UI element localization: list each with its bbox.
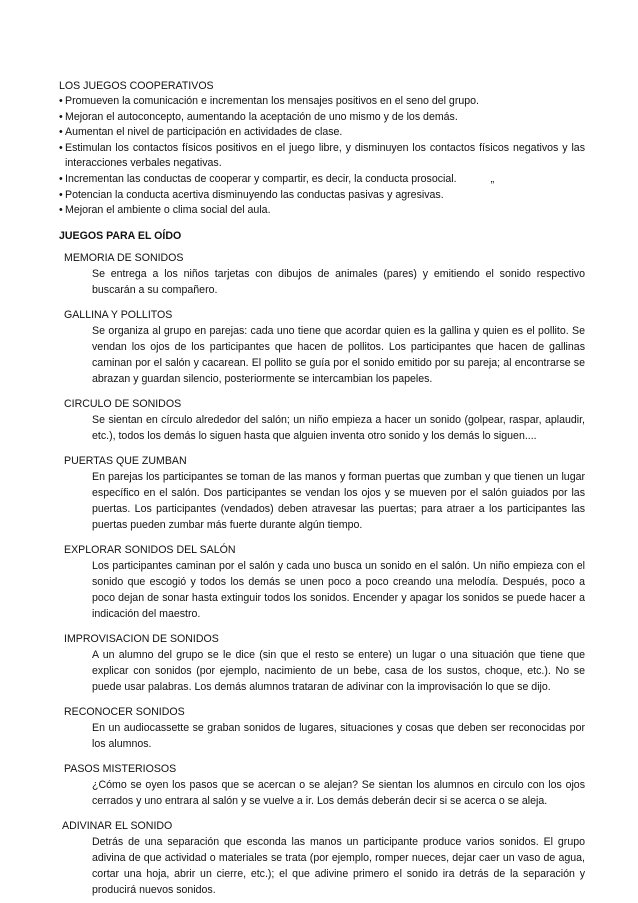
bullet-text: Estimulan los contactos físicos positivos en el juego libre, y disminuyen los contactos físicos negativos y las interacciones verbales negativas.	[65, 141, 585, 170]
document-page	[59, 79, 585, 898]
game-puertas-que-zumban	[59, 453, 585, 533]
game-title: CIRCULO DE SONIDOS	[64, 397, 182, 410]
benefits-list	[59, 94, 585, 219]
bullet-text: Potencian la conducta acertiva disminuyendo las conductas pasivas y agresivas.	[65, 188, 444, 201]
bullet-text: Mejoran el ambiente o clima social del aula.	[65, 204, 271, 217]
bullet-text: Promueven la comunicación e incrementan los mensajes positivos en el seno del grupo.	[65, 95, 479, 107]
stray-mark: „	[490, 172, 495, 185]
list-item	[59, 125, 585, 141]
game-improvisacion-de-sonidos	[59, 631, 585, 695]
bullet-icon: •	[59, 126, 63, 139]
game-title: EXPLORAR SONIDOS DEL SALÓN	[64, 543, 236, 556]
section-title: JUEGOS PARA EL OÍDO	[59, 229, 182, 242]
game-title: PUERTAS QUE ZUMBAN	[64, 454, 187, 467]
game-explorar-sonidos	[59, 542, 585, 622]
bullet-icon: •	[59, 110, 63, 123]
list-item	[59, 141, 585, 172]
game-title: IMPROVISACION DE SONIDOS	[64, 632, 219, 645]
game-title: RECONOCER SONIDOS	[64, 705, 185, 718]
bullet-icon: •	[59, 141, 63, 154]
game-description: Se sientan en círculo alrededor del salón; un niño empieza a hacer un sonido (golpear, raspar, aplaudir, etc.), todos los demás lo siguen hasta que alguien inventa otro sonido y los demás lo siguen....	[92, 413, 585, 442]
list-item	[59, 203, 585, 219]
list-item	[59, 94, 585, 110]
game-title: MEMORIA DE SONIDOS	[64, 251, 184, 264]
game-circulo-de-sonidos	[59, 396, 585, 444]
game-description: Se entrega a los niños tarjetas con dibujos de animales (pares) y emitiendo el sonido respectivo buscarán a su compañero.	[92, 267, 585, 296]
bullet-icon: •	[59, 204, 63, 217]
game-gallina-y-pollitos	[59, 307, 585, 387]
game-adivinar-el-sonido	[59, 818, 585, 898]
bullet-icon: •	[59, 172, 63, 185]
bullet-text: Incrementan las conductas de cooperar y compartir, es decir, la conducta prosocial.	[65, 172, 457, 185]
game-memoria-de-sonidos	[59, 250, 585, 298]
game-description: A un alumno del grupo se le dice (sin que el resto se entere) un lugar o una situación que tiene que explicar con sonidos (por ejemplo, nacimiento de un bebe, casa de los sustos, choque, etc.). No se puede usar palabras. Los demás alumnos trataran de adivinar con la improvisación lo que se dijo.	[92, 648, 585, 693]
game-title: PASOS MISTERIOSOS	[64, 762, 177, 775]
bullet-text: Mejoran el autoconcepto, aumentando la aceptación de uno mismo y de los demás.	[65, 110, 458, 123]
game-description: Detrás de una separación que esconda las manos un participante produce varios sonidos. El grupo adivina de que actividad o materiales se trata (por ejemplo, romper nueces, dejar caer un vaso de agua, cortar una hoja, abrir un cierre, etc.); el que adivine primero el sonido ira detrás de la separación y producirá nuevos sonidos.	[92, 835, 585, 896]
list-item	[59, 172, 585, 188]
game-title: ADIVINAR EL SONIDO	[62, 819, 173, 832]
game-pasos-misteriosos	[59, 761, 585, 809]
list-item	[59, 110, 585, 126]
game-description: ¿Cómo se oyen los pasos que se acercan o se alejan? Se sientan los alumnos en circulo con los ojos cerrados y uno entrara al salón y se vuelve a ir. Los demás deberán decir si se acerca o se aleja.	[92, 778, 585, 807]
game-reconocer-sonidos	[59, 704, 585, 752]
game-description: Los participantes caminan por el salón y cada uno busca un sonido en el salón. Un niño empieza con el sonido que escogió y todos los demás se unen poco a poco creando una melodía. Después, poco a poco dejan de sonar hasta extinguir todos los sonidos. Encender y apagar los sonidos se puede hacer a indicación del maestro.	[92, 559, 585, 620]
game-title: GALLINA Y POLLITOS	[64, 308, 173, 321]
list-item	[59, 188, 585, 204]
intro-title: LOS JUEGOS COOPERATIVOS	[59, 80, 214, 92]
bullet-icon: •	[59, 188, 63, 201]
bullet-text: Aumentan el nivel de participación en actividades de clase.	[65, 126, 343, 139]
bullet-icon: •	[59, 95, 63, 107]
game-description: En parejas los participantes se toman de las manos y forman puertas que zumban y que tienen un lugar específico en el salón. Dos participantes se vendan los ojos y se mueven por el salón guiados por las puertas. Los participantes (vendados) deben atravesar las puertas; para atraer a los participantes las puertas pueden zumbar más fuerte durante algún tiempo.	[92, 470, 585, 531]
game-description: Se organiza al grupo en parejas: cada uno tiene que acordar quien es la gallina y quien es el pollito. Se vendan los ojos de los participantes que hacen de pollitos. Los participantes que hacen de gallinas caminan por el salón y cacarean. El pollito se guía por el sonido emitido por su pareja; al encontrarse se abrazan y guardan silencio, posteriormente se intercambian los papeles.	[92, 324, 585, 385]
game-description: En un audiocassette se graban sonidos de lugares, situaciones y cosas que deben ser reconocidas por los alumnos.	[92, 721, 585, 750]
